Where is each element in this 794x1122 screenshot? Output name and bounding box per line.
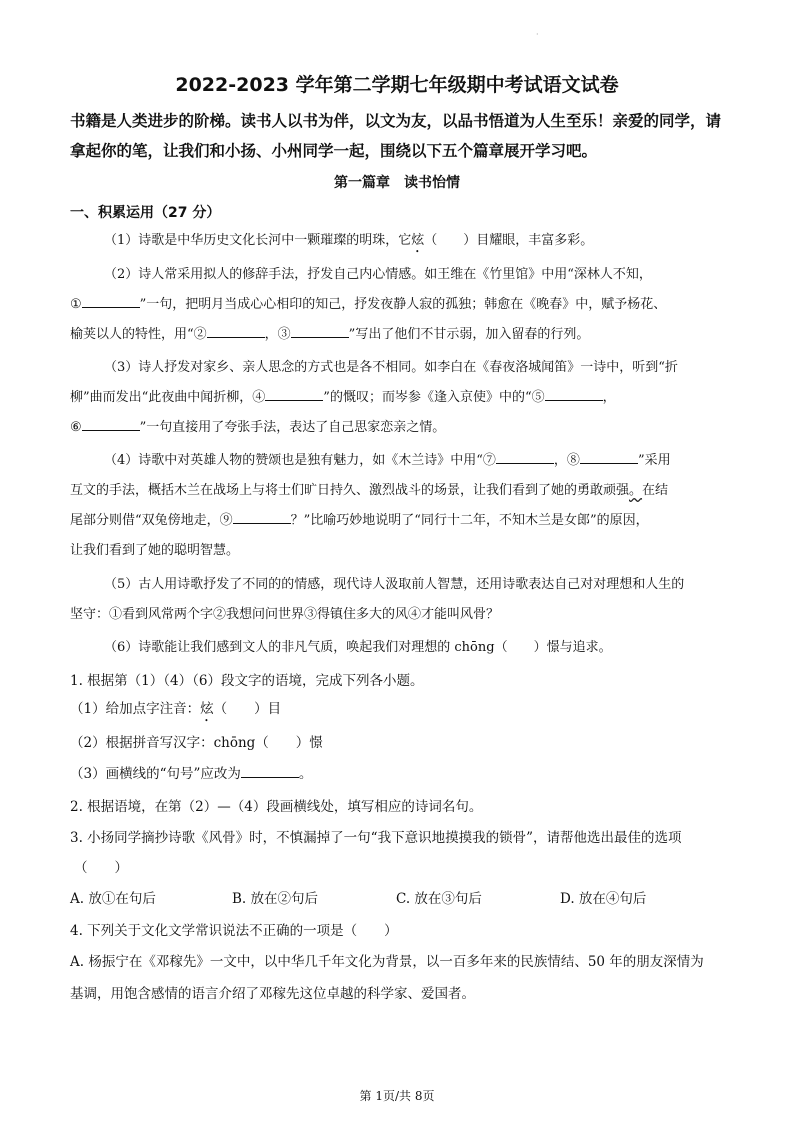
p4-line-1b: ，⑧ bbox=[553, 453, 580, 468]
p4-line-3a: 尾部分则借“双兔傍地走，⑨ bbox=[70, 513, 233, 528]
passage-6 bbox=[70, 633, 730, 663]
p4-line-2b: 在结 bbox=[642, 483, 669, 498]
section-heading: 一、积累运用（27 分） bbox=[70, 205, 221, 221]
exam-title: 2022-2023 学年第二学期七年级期中考试语文试卷 bbox=[175, 74, 619, 96]
answer-blank-5[interactable] bbox=[545, 388, 603, 401]
question-1: 1. 根据第（1）（4）（6）段文字的语境，完成下列各小题。 bbox=[70, 673, 424, 689]
p2-blank-label-1: ① bbox=[70, 297, 82, 312]
question-4-option-a-line-1: A. 杨振宁在《邓稼先》一文中，以中华几千年文化为背景，以一百多年来的民族情结、50 年的朋友深情为 bbox=[70, 954, 704, 970]
question-3-options bbox=[70, 887, 730, 911]
question-3: 3. 小扬同学摘抄诗歌《风骨》时，不慎漏掉了一句“我下意识地摸摸我的锁骨”，请帮他选出最佳的选项 bbox=[70, 830, 682, 846]
q1-1-text-b: （ ）目 bbox=[213, 701, 282, 717]
p5-line-2: 坚守：①看到风常两个字②我想问问世界③得镇住多大的风④才能叫风骨？ bbox=[70, 607, 500, 622]
p1-text-b: （ ）目耀眼，丰富多彩。 bbox=[424, 233, 594, 248]
question-1-1 bbox=[70, 697, 730, 725]
page-number: 第 1页/共 8页 bbox=[359, 1089, 435, 1103]
option-b[interactable]: B. 放在②句后 bbox=[232, 891, 319, 907]
answer-blank-7[interactable] bbox=[496, 451, 554, 464]
underlined-period: 。 bbox=[629, 483, 643, 498]
chapter-heading: 第一篇章 读书怡情 bbox=[334, 175, 460, 191]
p4-line-3b: ？”比喻巧妙地说明了“同行十二年，不知木兰是女郎”的原因， bbox=[290, 513, 649, 528]
q1-1-dotted-char: 炫 bbox=[200, 701, 214, 717]
p4-line-1a: （4）诗歌中对英雄人物的赞颂也是独有魅力，如《木兰诗》中用“⑦ bbox=[104, 453, 496, 468]
question-3-bracket: （ ） bbox=[74, 860, 128, 876]
p3-line-2a: 柳”曲而发出“此夜曲中闻折柳，④ bbox=[70, 390, 266, 405]
p2-line-3b: ，③ bbox=[264, 327, 291, 342]
passage-5 bbox=[70, 570, 730, 630]
p5-line-1: （5）古人用诗歌抒发了不同的的情感，现代诗人汲取前人智慧，还用诗歌表达自己对对理想和人生的 bbox=[104, 577, 685, 592]
passage-3 bbox=[70, 353, 730, 443]
question-1-3 bbox=[70, 762, 730, 786]
question-4-option-a-line-2: 基调，用饱含感情的语言介绍了邓稼先这位卓越的科学家、爱国者。 bbox=[70, 986, 475, 1002]
intro-paragraph: 书籍是人类进步的阶梯。读书人以书为伴，以文为友，以品书悟道为人生至乐！亲爱的同学，请拿起你的笔，让我们和小扬、小州同学一起，围绕以下五个篇章展开学习吧。 bbox=[70, 112, 722, 160]
p1-text-a: （1）诗歌是中华历史文化长河中一颗璀璨的明珠，它 bbox=[104, 233, 412, 248]
answer-blank-8[interactable] bbox=[580, 451, 638, 464]
q1-1-text-a: （1）给加点字注音： bbox=[70, 701, 201, 717]
answer-blank-2[interactable] bbox=[207, 325, 265, 338]
answer-blank-q1-3[interactable] bbox=[241, 765, 299, 778]
answer-blank-4[interactable] bbox=[265, 388, 323, 401]
p3-line-2c: ， bbox=[602, 390, 616, 405]
answer-blank-1[interactable] bbox=[82, 295, 140, 308]
p6-text: （6）诗歌能让我们感到文人的非凡气质，唤起我们对理想的 chōng（ ）憬与追求。 bbox=[104, 640, 612, 655]
passage-2 bbox=[70, 260, 730, 350]
question-2: 2. 根据语境，在第（2）—（4）段画横线处，填写相应的诗词名句。 bbox=[70, 799, 483, 815]
passage-1 bbox=[70, 226, 730, 256]
question-1-2: （2）根据拼音写汉字：chōng（ ）憬 bbox=[70, 735, 323, 751]
corner-mark: · bbox=[536, 30, 539, 39]
p3-line-1: （3）诗人抒发对家乡、亲人思念的方式也是各不相同。如李白在《春夜洛城闻笛》一诗中，听到“折 bbox=[104, 360, 678, 375]
answer-blank-6[interactable] bbox=[82, 418, 140, 431]
p2-line-3a: 榆荚以人的特性，用“② bbox=[70, 327, 207, 342]
dotted-char: 炫 bbox=[411, 233, 425, 248]
q1-3-text: （3）画横线的“句号”应改为 bbox=[70, 766, 241, 782]
q1-3-end: 。 bbox=[298, 766, 313, 782]
answer-blank-9[interactable] bbox=[233, 511, 291, 524]
p3-line-3b: ”一句直接用了夸张手法，表达了自己思家恋亲之情。 bbox=[139, 420, 446, 435]
p3-line-3a: ⑥ bbox=[70, 420, 82, 435]
option-a[interactable]: A. 放①在句后 bbox=[70, 891, 156, 907]
p3-line-2b: ”的慨叹；而岑参《逢入京使》中的“⑤ bbox=[323, 390, 545, 405]
p4-line-4: 让我们看到了她的聪明智慧。 bbox=[70, 543, 240, 558]
p4-line-1c: ”采用 bbox=[637, 453, 671, 468]
p4-line-2a: 互文的手法，概括木兰在战场上与将士们旷日持久、激烈战斗的场景，让我们看到了她的勇敢顽强 bbox=[70, 483, 630, 498]
question-4: 4. 下列关于文化文学常识说法不正确的一项是（ ） bbox=[70, 923, 398, 939]
p2-line-1: （2）诗人常采用拟人的修辞手法，抒发自己内心情感。如王维在《竹里馆》中用“深林人不知， bbox=[104, 267, 652, 282]
p2-line-3c: ”写出了他们不甘示弱，加入留春的行列。 bbox=[348, 327, 590, 342]
answer-blank-3[interactable] bbox=[291, 325, 349, 338]
passage-4 bbox=[70, 446, 730, 566]
p2-line-2: ”一句，把明月当成心心相印的知己，抒发夜静人寂的孤独；韩愈在《晚春》中，赋予杨花、 bbox=[139, 297, 667, 312]
option-c[interactable]: C. 放在③句后 bbox=[396, 891, 482, 907]
option-d[interactable]: D. 放在④句后 bbox=[560, 891, 647, 907]
